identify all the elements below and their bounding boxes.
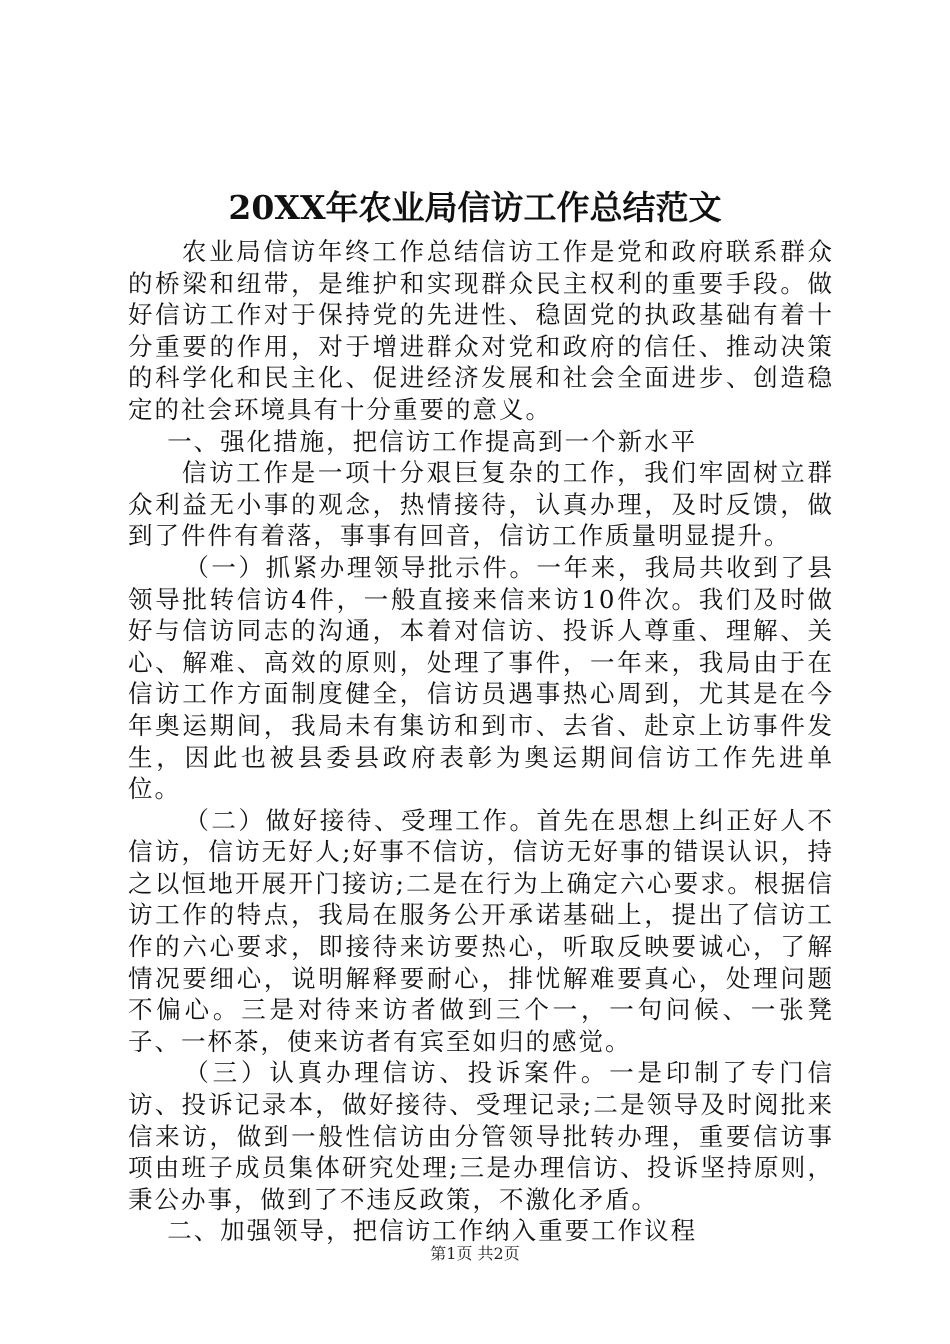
section-heading-2: 二、加强领导，把信访工作纳入重要工作议程 (167, 1216, 698, 1246)
paragraph-subsection-1: （一）抓紧办理领导批示件。一年来，我局共收到了县领导批转信访4件，一般直接来信来访10件次。我们及时做好与信访同志的沟通，本着对信访、投诉人尊重、理解、关心、解难、高效的原则，处理了事件，一年来，我局由于在信访工作方面制度健全，信访员遇事热心周到，尤其是在今年奥运期间，我局未有集访和到市、去省、赴京上访事件发生，因此也被县委县政府表彰为奥运期间信访工作先进单位。 (128, 552, 834, 804)
paragraph-section-1-intro: 信访工作是一项十分艰巨复杂的工作，我们牢固树立群众利益无小事的观念，热情接待，认真办理，及时反馈，做到了件件有着落，事事有回音，信访工作质量明显提升。 (128, 458, 834, 551)
paragraph-subsection-3: （三）认真办理信访、投诉案件。一是印制了专门信访、投诉记录本，做好接待、受理记录;二是领导及时阅批来信来访，做到一般性信访由分管领导批转办理，重要信访事项由班子成员集体研究处理;三是办理信访、投诉坚持原则，秉公办事，做到了不违反政策，不激化矛盾。 (128, 1058, 834, 1214)
page-number-footer: 第1页 共2页 (430, 1244, 520, 1263)
document-body (128, 236, 834, 1247)
section-heading-1: 一、强化措施，把信访工作提高到一个新水平 (167, 426, 698, 456)
paragraph-intro: 农业局信访年终工作总结信访工作是党和政府联系群众的桥梁和纽带，是维护和实现群众民主权利的重要手段。做好信访工作对于保持党的先进性、稳固党的执政基础有着十分重要的作用，对于增进群众对党和政府的信任、推动决策的科学化和民主化、促进经济发展和社会全面进步、创造稳定的社会环境具有十分重要的意义。 (128, 237, 834, 424)
paragraph-subsection-2: （二）做好接待、受理工作。首先在思想上纠正好人不信访，信访无好人;好事不信访，信访无好事的错误认识，持之以恒地开展开门接访;二是在行为上确定六心要求。根据信访工作的特点，我局在服务公开承诺基础上，提出了信访工作的六心要求，即接待来访要热心，听取反映要诚心，了解情况要细心，说明解释要耐心，排忧解难要真心，处理问题不偏心。三是对待来访者做到三个一，一句问候、一张凳子、一杯茶，使来访者有宾至如归的感觉。 (128, 805, 834, 1056)
document-title: 20XX年农业局信访工作总结范文 (228, 188, 722, 227)
